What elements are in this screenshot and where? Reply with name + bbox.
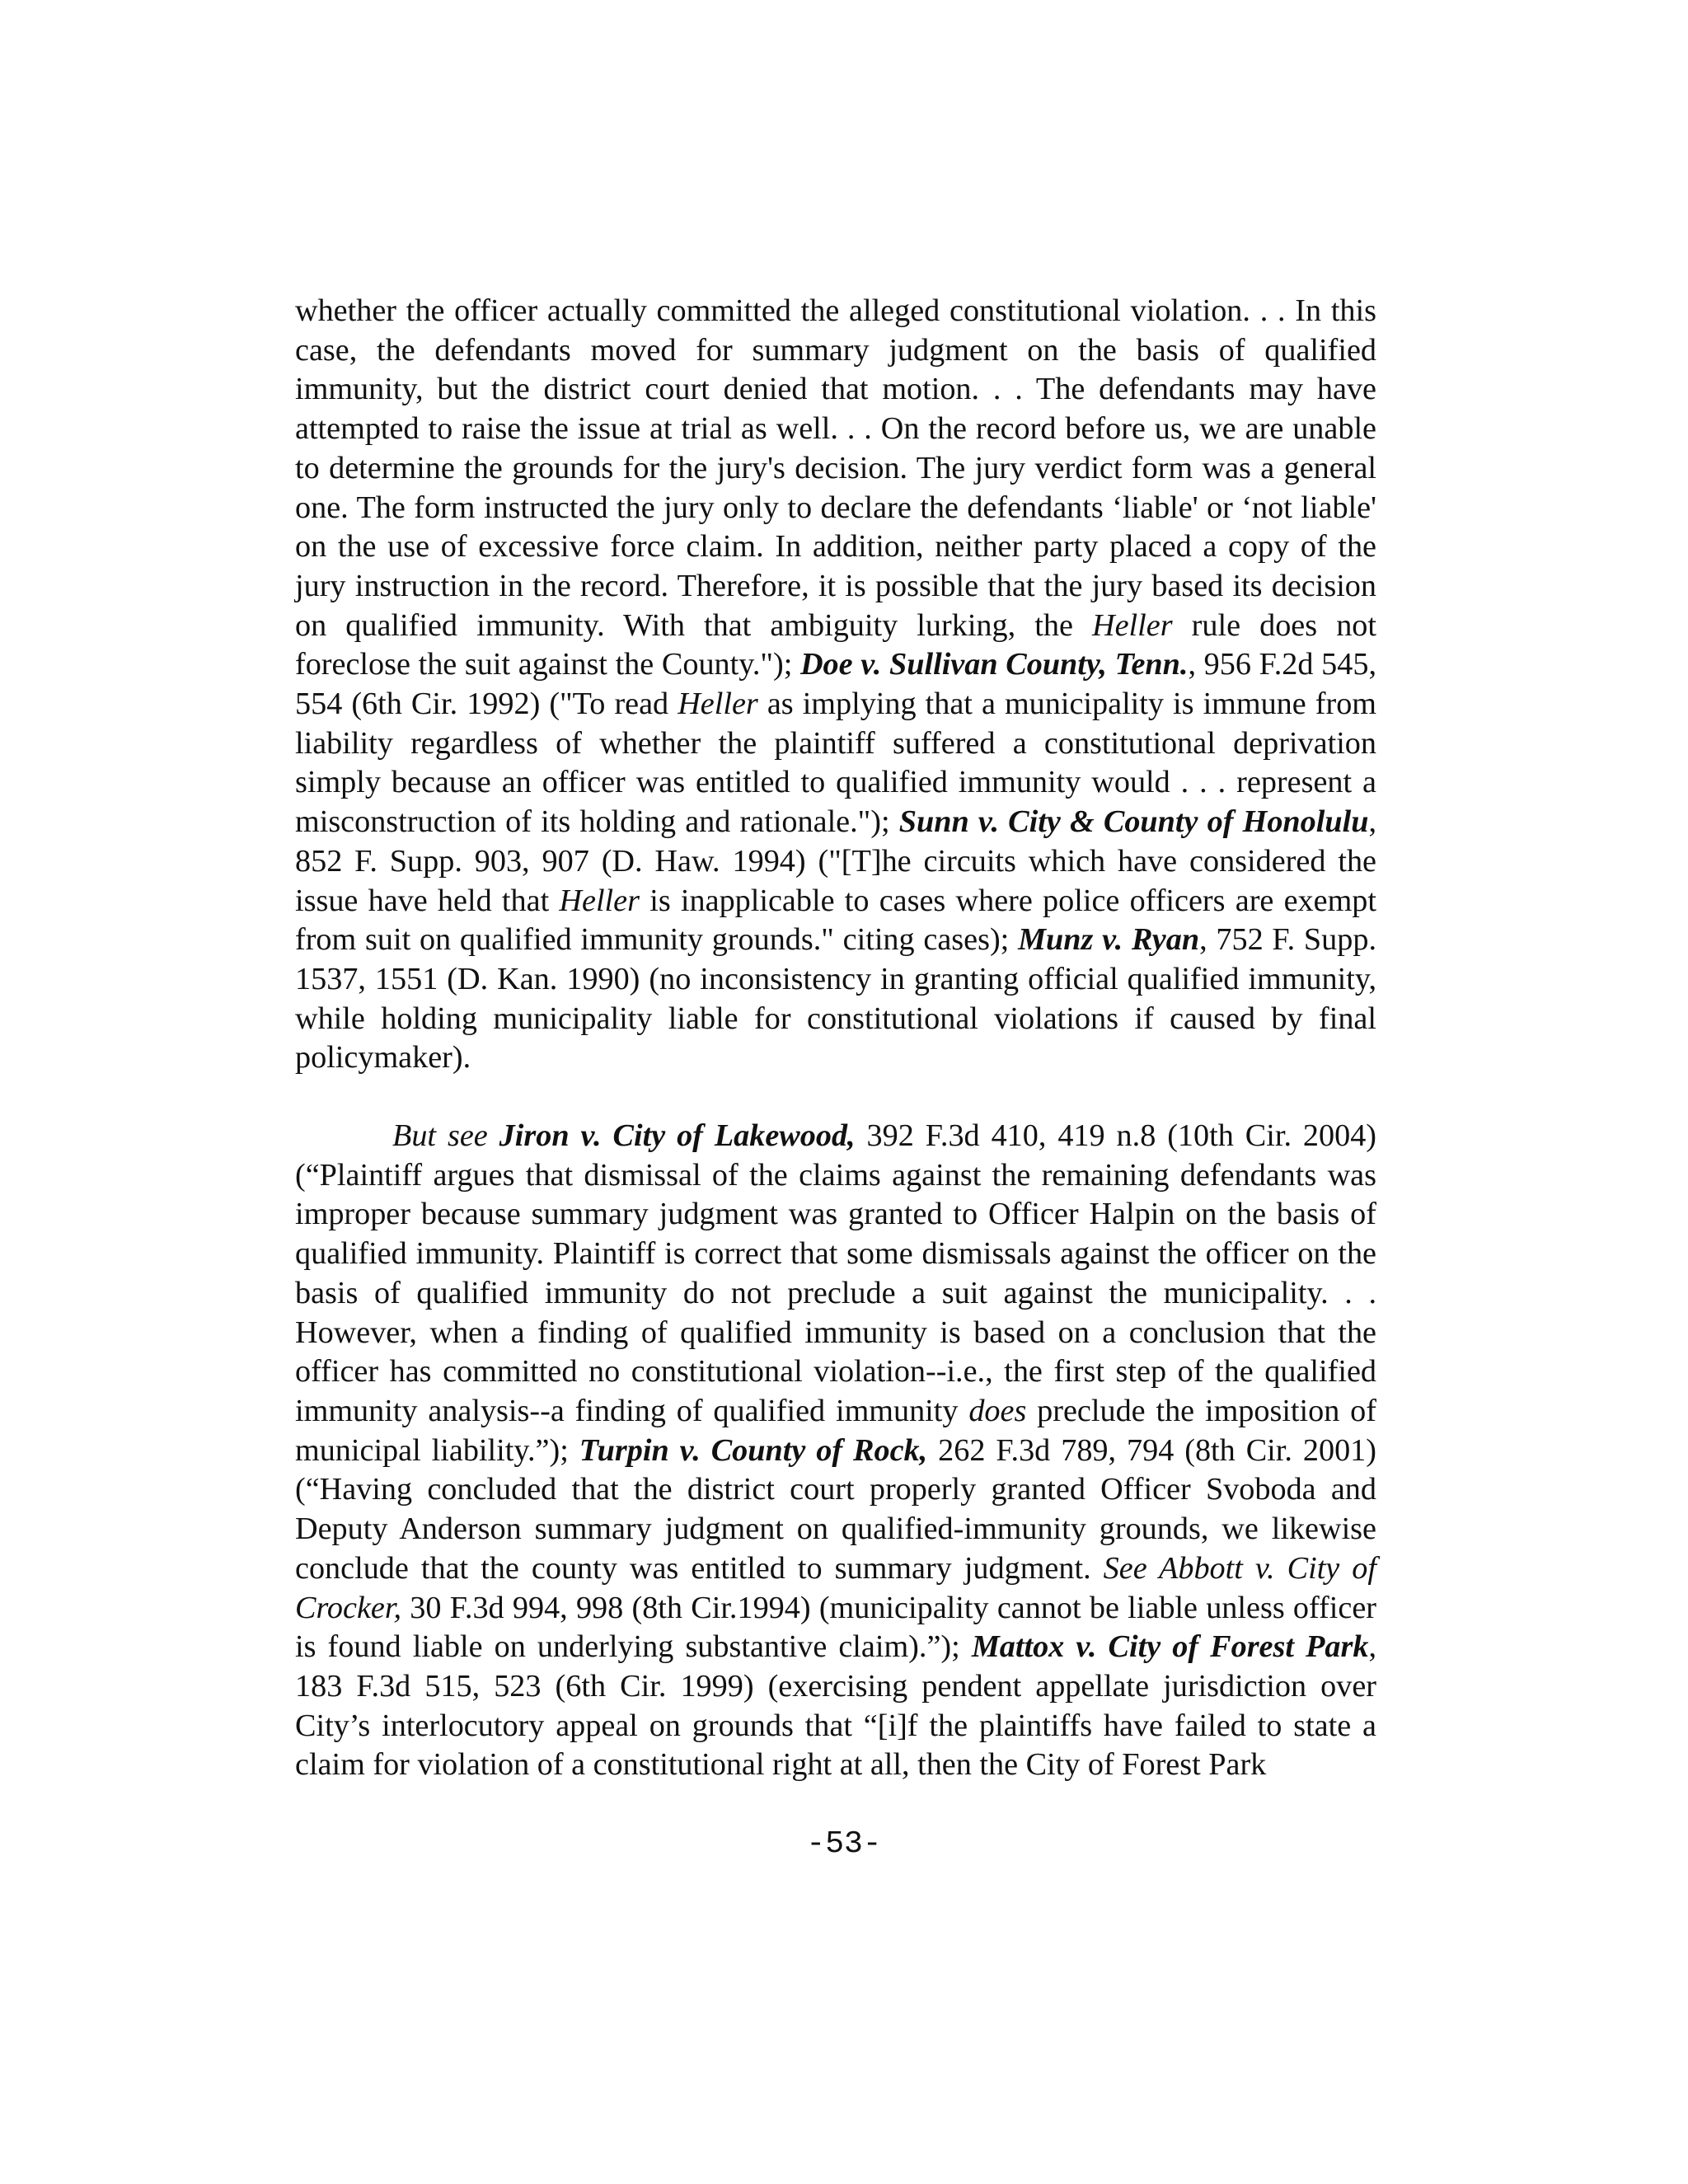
case-citation: Turpin v. County of Rock, (579, 1432, 928, 1468)
body-text: as implying that a municipality is immune from liability regardless of whether the plaintiff suffered a constitutional deprivation simply because an officer was entitled to qualified immunity would . . . represent a misconstruction of its holding and rationale."); (295, 687, 1377, 840)
italic-text: See Abbott v. City of Crocker, (295, 1550, 1377, 1625)
case-citation: Munz v. Ryan (1018, 922, 1200, 958)
italic-text: Heller (678, 687, 758, 722)
body-text: , 956 F.2d 545, 554 (6th Cir. 1992) ("To read (295, 647, 1376, 722)
page-number: -53- (806, 1826, 882, 1862)
body-text: whether the officer actually committed the alleged constitutional violation. . . In this case, the defendants moved for summary judgment on the basis of qualified immunity, but the district court denied that motion. . . The defendants may have attempted to raise the issue at trial as well. . . On the record before us, we are unable to determine the grounds for the jury's decision. The jury verdict form was a general one. The form instructed the jury only to declare the defendants ‘liable' or ‘not liable' on the use of excessive force claim. In addition, neither party placed a copy of the jury instruction in the record. Therefore, it is possible that the jury based its decision on qualified immunity. With that ambiguity lurking, the (295, 293, 1376, 643)
body-text: , 852 F. Supp. 903, 907 (D. Haw. 1994) ("[T]he circuits which have considered the issue have held that (295, 804, 1376, 918)
italic-text: Heller (1092, 607, 1173, 643)
case-citation: Mattox v. City of Forest Park (971, 1629, 1369, 1665)
document-body (295, 292, 1376, 1785)
body-text: preclude the imposition of municipal liability.”); (295, 1393, 1376, 1468)
body-text: 392 F.3d 410, 419 n.8 (10th Cir. 2004) (“Plaintiff argues that dismissal of the claims against the remaining defendants was improper because summary judgment was granted to Officer Halpin on the basis of qualified immunity. Plaintiff is correct that some dismissals against the officer on the basis of qualified immunity do not preclude a suit against the municipality. . . However, when a finding of qualified immunity is based on a conclusion that the officer has committed no constitutional violation--i.e., the first step of the qualified immunity analysis--a finding of qualified immunity (295, 1118, 1377, 1428)
body-text (488, 1118, 499, 1153)
italic-text: Heller (559, 883, 640, 918)
case-citation: Jiron v. City of Lakewood, (499, 1118, 856, 1154)
italic-text: But see (392, 1118, 488, 1154)
italic-text: does (968, 1393, 1027, 1428)
body-text: 30 F.3d 994, 998 (8th Cir.1994) (municipality cannot be liable unless officer is found liable on underlying substantive claim).”); (295, 1590, 1376, 1665)
body-text: 262 F.3d 789, 794 (8th Cir. 2001) (“Having concluded that the district court properly granted Officer Svoboda and Deputy Anderson summary judgment on qualified-immunity grounds, we likewise conclude that the county was entitled to summary judgment. (295, 1432, 1376, 1586)
body-text: rule does not foreclose the suit against the County."); (295, 607, 1377, 682)
body-text: , 752 F. Supp. 1537, 1551 (D. Kan. 1990) (no inconsistency in granting official qualified immunity, while holding municipality liable for constitutional violations if caused by final policymaker). (295, 922, 1377, 1076)
case-citation: Doe v. Sullivan County, Tenn. (799, 647, 1189, 682)
case-citation: Sunn v. City & County of Honolulu (898, 804, 1369, 840)
body-text: is inapplicable to cases where police officers are exempt from suit on qualified immunity grounds." citing cases); (295, 883, 1376, 958)
body-text: , 183 F.3d 515, 523 (6th Cir. 1999) (exercising pendent appellate jurisdiction over City’s interlocutory appeal on grounds that “[i]f the plaintiffs have failed to state a claim for violation of a constitutional right at all, then the City of Forest Park (295, 1629, 1376, 1783)
paragraph-but-see (295, 1117, 1376, 1785)
paragraph-continuation (295, 292, 1376, 1078)
